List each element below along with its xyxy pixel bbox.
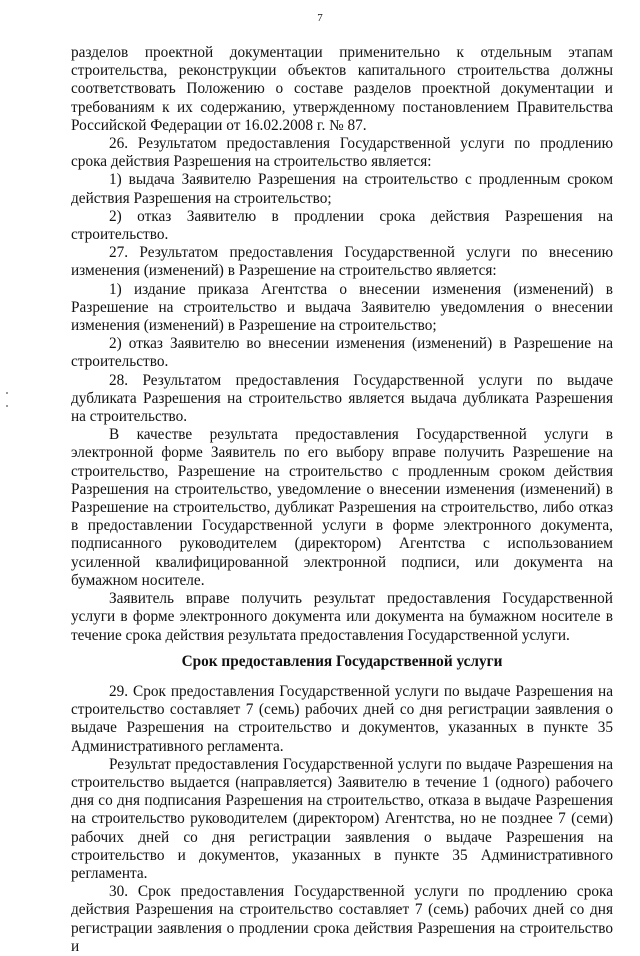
paragraph: 2) отказ Заявителю в продлении срока действия Разрешения на строительство. xyxy=(71,207,613,244)
margin-mark xyxy=(6,405,8,407)
page-number: 7 xyxy=(317,12,323,24)
paragraph: В качестве результата предоставления Государственной услуги в электронной форме Заявитель по его выбору вправе получить Разрешение на строительство, Разрешение на строительство с продленным сроком действия Разрешения на строительство, уведомление о внесении изменения (изменений) в Разрешение на строительство, дубликат Разрешения на строительство, либо отказ в предоставлении Государственной услуги в форме электронного документа, подписанного руководителем (директором) Агентства с использованием усиленной квалифицированной электронной подписи, или документа на бумажном носителе. xyxy=(71,426,613,589)
paragraph: Результат предоставления Государственной услуги по выдаче Разрешения на строительство выдается (направляется) Заявителю в течение 1 (одного) рабочего дня со дня подписания Разрешения на строительство, отказа в выдаче Разрешения на строительство руководителем (директором) Агентства, но не позднее 7 (семи) рабочих дней со дня регистрации заявления о выдаче Разрешения на строительство и документов, указанных в пункте 35 Административного регламента. xyxy=(71,755,613,882)
paragraph: 2) отказ Заявителю во внесении изменения (изменений) в Разрешение на строительство. xyxy=(71,335,613,371)
paragraph: 1) издание приказа Агентства о внесении изменения (изменений) в Разрешение на строительство и выдача Заявителю уведомления о внесении изменения (изменений) в Разрешение на строительство; xyxy=(71,280,613,335)
paragraph: 27. Результатом предоставления Государственной услуги по внесению изменения (изменений) в Разрешение на строительство является: xyxy=(71,244,613,280)
paragraph: 30. Срок предоставления Государственной услуги по продлению срока действия Разрешения на строительство составляет 7 (семь) рабочих дней со дня регистрации заявления о продлении срока действия Разрешения на строительство и xyxy=(71,883,613,955)
document-body xyxy=(71,44,613,956)
paragraph: Заявитель вправе получить результат предоставления Государственной услуги в форме электронного документа или документа на бумажном носителе в течение срока действия результата предоставления Государственной услуги. xyxy=(71,590,613,644)
section-deadlines xyxy=(71,683,613,956)
margin-mark xyxy=(6,392,8,394)
paragraph: 28. Результатом предоставления Государственной услуги по выдаче дубликата Разрешения на строительство является выдача дубликата Разрешения на строительство. xyxy=(71,371,613,426)
paragraph: 29. Срок предоставления Государственной услуги по выдаче Разрешения на строительство составляет 7 (семь) рабочих дней со дня регистрации заявления о выдаче Разрешения на строительство и документов, указанных в пункте 35 Административного регламента. xyxy=(71,682,613,755)
section-results xyxy=(71,44,613,645)
paragraph: 1) выдача Заявителю Разрешения на строительство с продленным сроком действия Разрешения на строительство; xyxy=(71,171,613,207)
section-heading: Срок предоставления Государственной услуги xyxy=(181,652,503,670)
paragraph: разделов проектной документации применительно к отдельным этапам строительства, реконструкции объектов капитального строительства должны соответствовать Положению о составе разделов проектной документации и требованиям к их содержанию, утвержденному постановлением Правительства Российской Федерации от 16.02.2008 г. № 87. xyxy=(71,44,613,134)
paragraph: 26. Результатом предоставления Государственной услуги по продлению срока действия Разрешения на строительство является: xyxy=(71,135,613,171)
